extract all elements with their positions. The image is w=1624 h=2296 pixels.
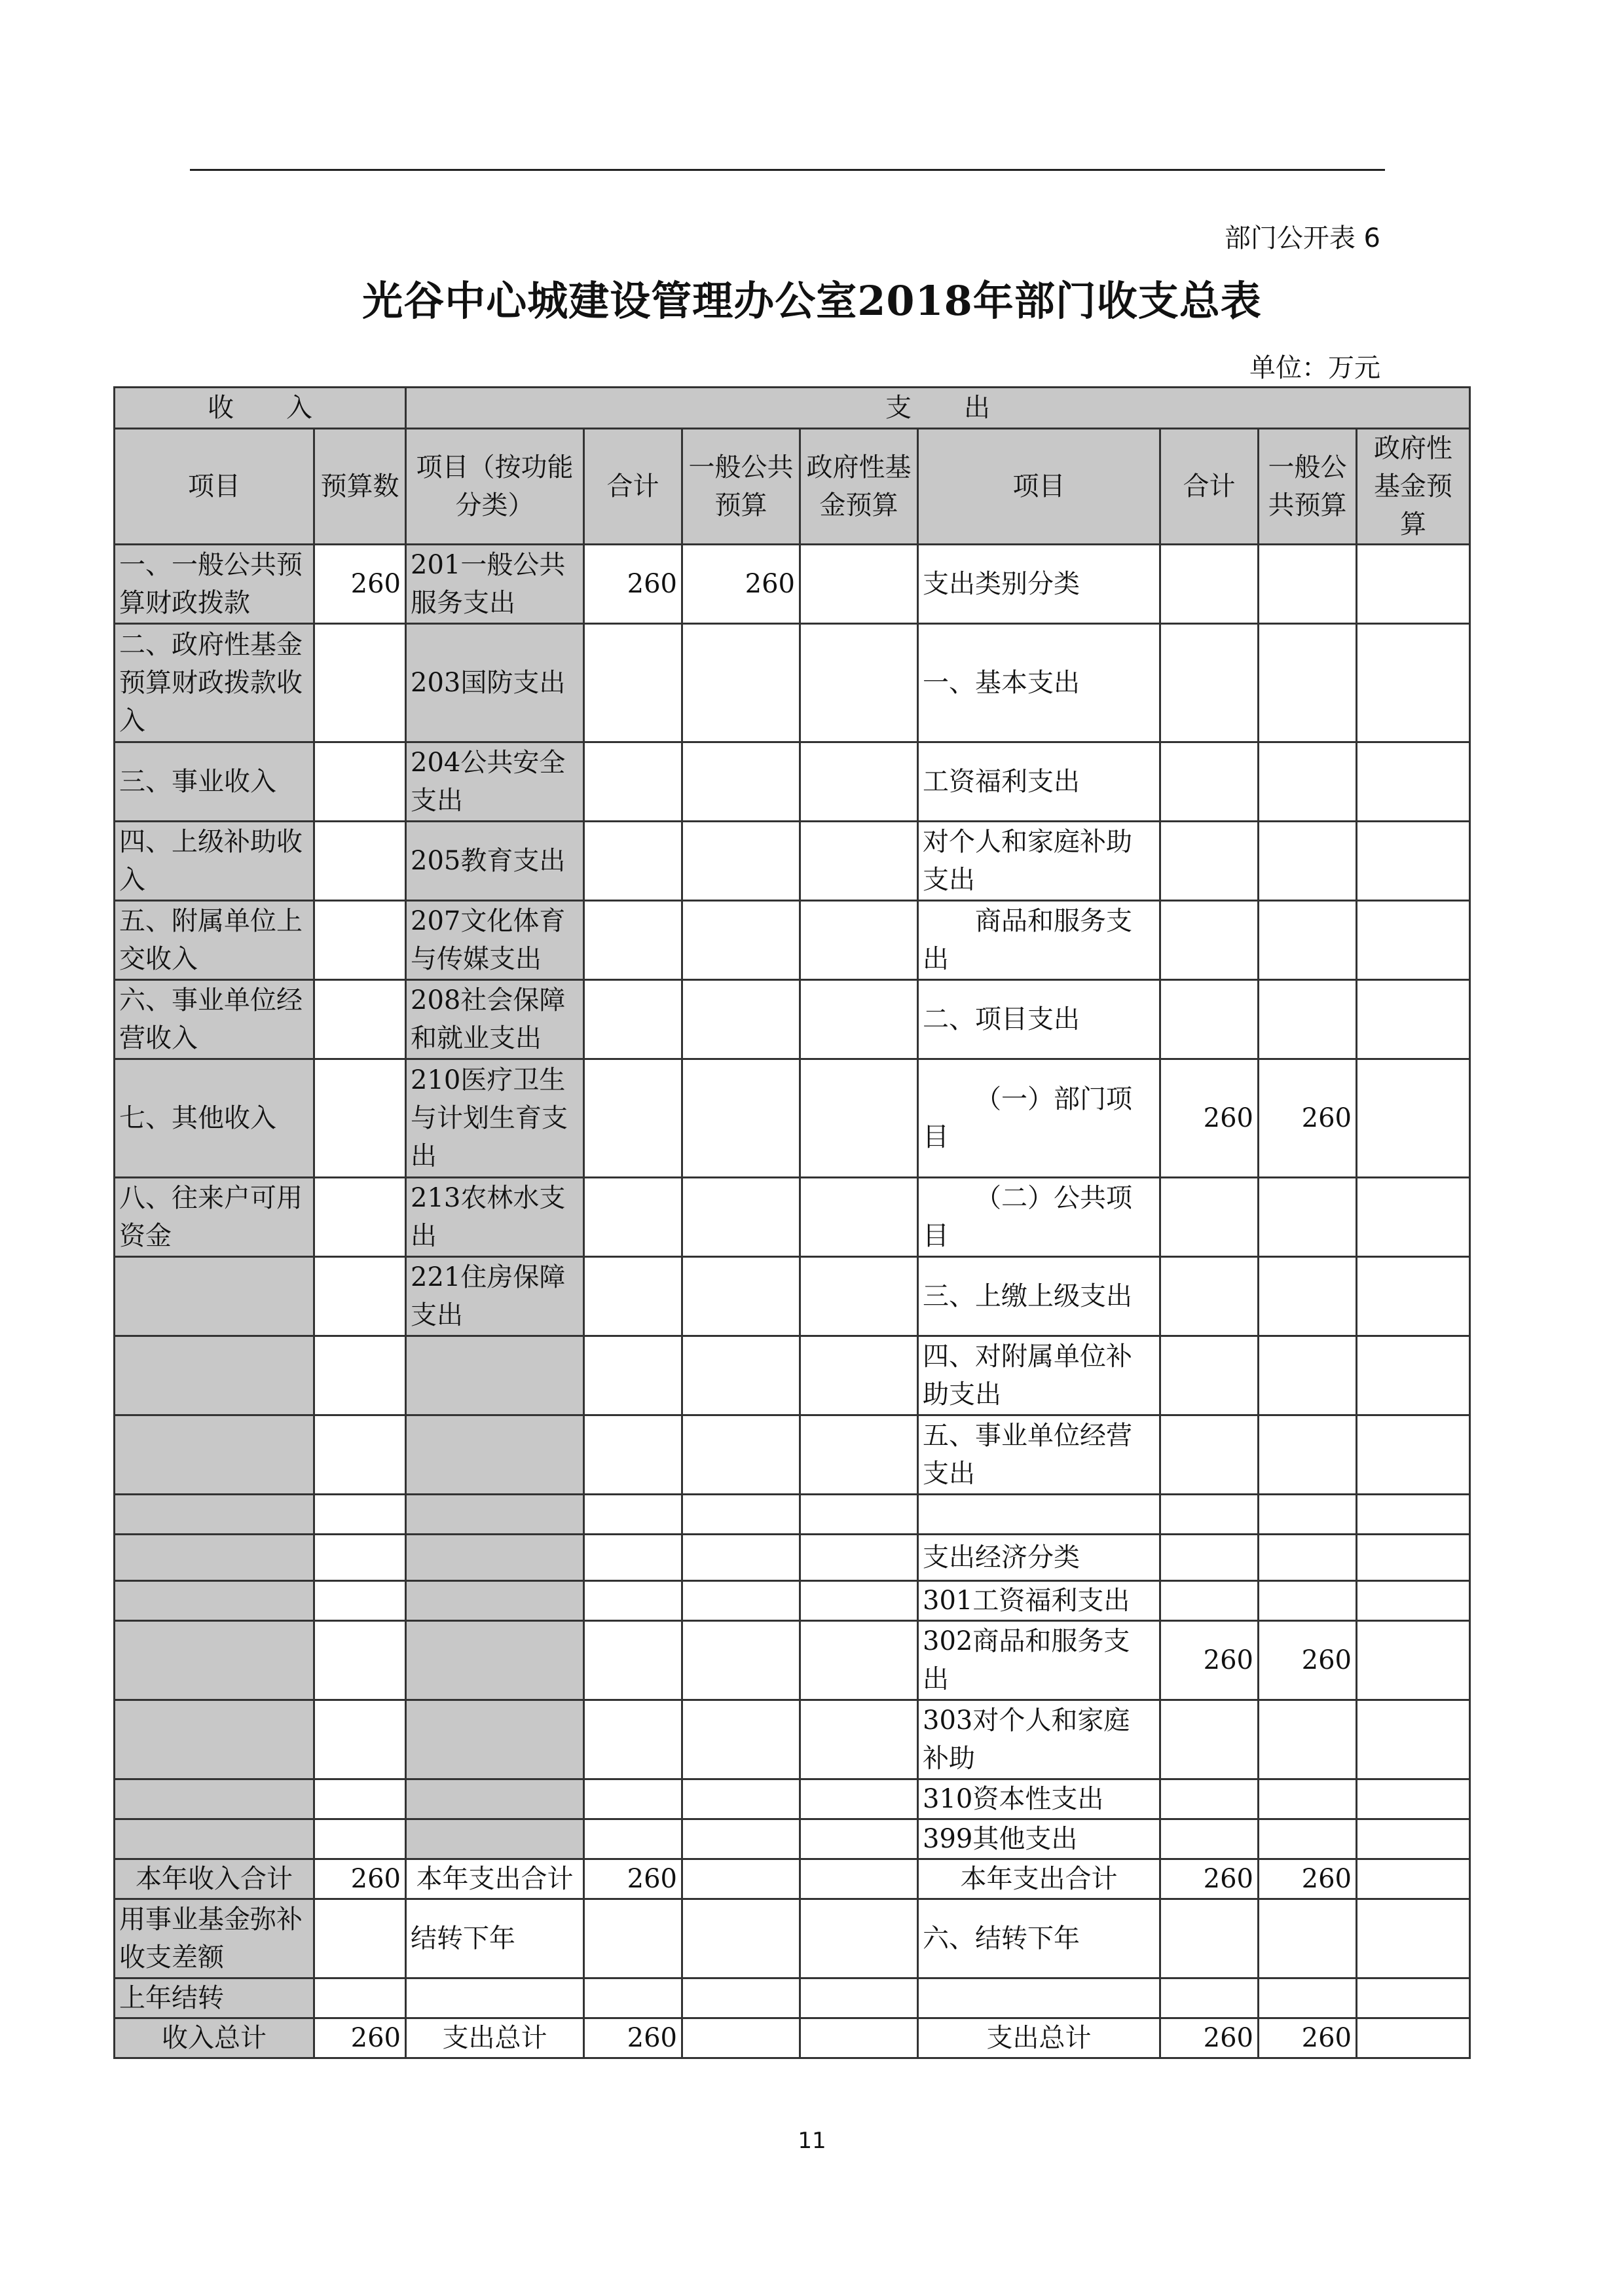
budget-table xyxy=(113,386,1471,2059)
table-cell xyxy=(1259,545,1357,624)
table-cell: 支出总计 xyxy=(406,2018,584,2058)
table-cell: 201一般公共服务支出 xyxy=(406,545,584,624)
table-row xyxy=(115,1819,1470,1859)
table-cell: 260 xyxy=(682,545,800,624)
table-cell: 260 xyxy=(1160,1621,1259,1700)
table-cell xyxy=(1357,624,1470,742)
table-cell: 本年收入合计 xyxy=(115,1859,314,1899)
table-cell xyxy=(1259,1178,1357,1257)
table-cell xyxy=(584,1336,682,1415)
table-cell: 对个人和家庭补助支出 xyxy=(918,822,1160,901)
table-cell xyxy=(1160,1779,1259,1819)
table-cell xyxy=(1160,742,1259,822)
table-cell: 207文化体育与传媒支出 xyxy=(406,901,584,980)
table-cell: 结转下年 xyxy=(406,1899,584,1978)
col-header: 一般公共预算 xyxy=(1259,429,1357,545)
table-cell xyxy=(682,1819,800,1859)
table-cell xyxy=(800,1819,918,1859)
table-cell xyxy=(115,1819,314,1859)
table-cell xyxy=(314,1621,406,1700)
table-cell xyxy=(314,1700,406,1779)
table-cell xyxy=(1160,545,1259,624)
table-cell: 二、项目支出 xyxy=(918,980,1160,1059)
table-cell xyxy=(1160,1581,1259,1621)
table-row xyxy=(115,1535,1470,1581)
table-cell xyxy=(1357,1899,1470,1978)
table-cell: 三、上缴上级支出 xyxy=(918,1257,1160,1336)
table-cell: 204公共安全支出 xyxy=(406,742,584,822)
table-cell xyxy=(1357,545,1470,624)
table-cell xyxy=(314,1978,406,2018)
table-row xyxy=(115,1899,1470,1978)
table-cell xyxy=(800,1415,918,1495)
table-cell xyxy=(1259,1779,1357,1819)
table-cell: 260 xyxy=(1259,2018,1357,2058)
table-cell xyxy=(1259,822,1357,901)
table-cell xyxy=(314,822,406,901)
table-cell xyxy=(406,1700,584,1779)
table-cell: 三、事业收入 xyxy=(115,742,314,822)
table-cell xyxy=(800,1700,918,1779)
table-cell xyxy=(1259,1899,1357,1978)
table-cell xyxy=(115,1621,314,1700)
table-cell xyxy=(1160,1978,1259,2018)
table-cell: 支出类别分类 xyxy=(918,545,1160,624)
table-cell: 260 xyxy=(1259,1621,1357,1700)
table-cell xyxy=(682,1779,800,1819)
table-cell xyxy=(584,1581,682,1621)
table-cell: 260 xyxy=(584,545,682,624)
table-row xyxy=(115,1059,1470,1178)
table-cell xyxy=(406,1581,584,1621)
table-cell xyxy=(682,1495,800,1535)
table-cell: 260 xyxy=(1259,1059,1357,1178)
table-cell xyxy=(1160,1495,1259,1535)
table-cell xyxy=(584,1257,682,1336)
table-label: 部门公开表 6 xyxy=(1224,223,1380,253)
table-cell: 工资福利支出 xyxy=(918,742,1160,822)
table-cell xyxy=(406,1336,584,1415)
table-cell xyxy=(682,1700,800,1779)
table-row xyxy=(115,1178,1470,1257)
table-cell xyxy=(1259,1415,1357,1495)
table-row xyxy=(115,1581,1470,1621)
table-cell: 四、对附属单位补助支出 xyxy=(918,1336,1160,1415)
table-cell xyxy=(1259,980,1357,1059)
table-body xyxy=(115,545,1470,2058)
table-cell: （二）公共项目 xyxy=(918,1178,1160,1257)
table-cell xyxy=(1160,822,1259,901)
table-cell xyxy=(1160,1819,1259,1859)
table-cell xyxy=(115,1581,314,1621)
table-cell xyxy=(1160,1899,1259,1978)
table-cell xyxy=(314,1178,406,1257)
table-cell: 260 xyxy=(314,545,406,624)
table-cell xyxy=(800,1779,918,1819)
table-cell xyxy=(682,822,800,901)
table-cell xyxy=(314,1415,406,1495)
table-cell xyxy=(1357,901,1470,980)
table-cell xyxy=(1357,1978,1470,2018)
col-header: 一般公共预算 xyxy=(682,429,800,545)
table-cell xyxy=(682,1257,800,1336)
table-cell xyxy=(800,901,918,980)
table-cell: 本年支出合计 xyxy=(406,1859,584,1899)
group-expense-header: 支 出 xyxy=(406,388,1470,429)
table-cell xyxy=(682,1178,800,1257)
table-cell xyxy=(584,1779,682,1819)
table-cell: 260 xyxy=(314,2018,406,2058)
table-cell xyxy=(406,1978,584,2018)
table-cell xyxy=(1357,1059,1470,1178)
table-cell xyxy=(1357,822,1470,901)
table-cell xyxy=(1160,1535,1259,1581)
table-cell xyxy=(682,624,800,742)
table-cell: 302商品和服务支出 xyxy=(918,1621,1160,1700)
table-cell xyxy=(314,1899,406,1978)
table-cell: 260 xyxy=(1160,1859,1259,1899)
table-cell xyxy=(1160,901,1259,980)
table-cell xyxy=(800,980,918,1059)
table-cell xyxy=(1259,1700,1357,1779)
table-cell: 本年支出合计 xyxy=(918,1859,1160,1899)
table-cell xyxy=(584,1819,682,1859)
table-row xyxy=(115,1700,1470,1779)
table-row xyxy=(115,2018,1470,2058)
table-cell xyxy=(1357,980,1470,1059)
table-cell xyxy=(584,1415,682,1495)
table-cell xyxy=(800,1535,918,1581)
table-cell xyxy=(1357,1700,1470,1779)
table-row xyxy=(115,1336,1470,1415)
table-cell xyxy=(1160,1336,1259,1415)
table-cell: 七、其他收入 xyxy=(115,1059,314,1178)
table-cell: 260 xyxy=(584,1859,682,1899)
table-cell xyxy=(682,1535,800,1581)
table-cell xyxy=(584,1621,682,1700)
table-cell xyxy=(1259,1535,1357,1581)
table-cell xyxy=(800,1859,918,1899)
page-number: 11 xyxy=(798,2128,826,2154)
table-cell: 八、往来户可用资金 xyxy=(115,1178,314,1257)
table-cell xyxy=(584,624,682,742)
col-header: 项目（按功能分类） xyxy=(406,429,584,545)
table-cell: 260 xyxy=(584,2018,682,2058)
table-cell xyxy=(584,822,682,901)
table-cell xyxy=(1357,1859,1470,1899)
table-cell xyxy=(1259,1257,1357,1336)
table-cell: 支出经济分类 xyxy=(918,1535,1160,1581)
table-cell xyxy=(682,1621,800,1700)
col-header: 项目 xyxy=(918,429,1160,545)
table-cell xyxy=(1259,901,1357,980)
table-cell xyxy=(115,1415,314,1495)
table-cell xyxy=(1357,1621,1470,1700)
table-cell: 六、结转下年 xyxy=(918,1899,1160,1978)
table-cell xyxy=(1357,1178,1470,1257)
table-cell xyxy=(584,742,682,822)
table-cell xyxy=(584,1700,682,1779)
table-cell xyxy=(1259,1495,1357,1535)
table-row xyxy=(115,822,1470,901)
col-header: 合计 xyxy=(1160,429,1259,545)
table-cell xyxy=(1259,1581,1357,1621)
table-cell: 一、基本支出 xyxy=(918,624,1160,742)
table-cell: 203国防支出 xyxy=(406,624,584,742)
table-cell xyxy=(1160,1700,1259,1779)
table-cell xyxy=(1357,2018,1470,2058)
table-cell xyxy=(800,1178,918,1257)
table-cell xyxy=(800,2018,918,2058)
table-cell xyxy=(682,901,800,980)
table-cell xyxy=(800,1978,918,2018)
table-cell xyxy=(1357,742,1470,822)
page-title: 光谷中心城建设管理办公室2018年部门收支总表 xyxy=(362,277,1262,325)
table-cell xyxy=(115,1495,314,1535)
table-row xyxy=(115,545,1470,624)
table-cell: 五、附属单位上交收入 xyxy=(115,901,314,980)
table-cell xyxy=(1357,1535,1470,1581)
table-cell xyxy=(115,1336,314,1415)
table-cell: 支出总计 xyxy=(918,2018,1160,2058)
table-row xyxy=(115,1621,1470,1700)
table-cell xyxy=(800,742,918,822)
table-cell: 一、一般公共预算财政拨款 xyxy=(115,545,314,624)
table-cell xyxy=(406,1779,584,1819)
table-cell: 260 xyxy=(314,1859,406,1899)
table-cell: 210医疗卫生与计划生育支出 xyxy=(406,1059,584,1178)
table-cell xyxy=(682,1899,800,1978)
table-cell xyxy=(314,1336,406,1415)
table-cell xyxy=(406,1535,584,1581)
table-cell: 221住房保障支出 xyxy=(406,1257,584,1336)
table-row xyxy=(115,624,1470,742)
table-cell xyxy=(1259,624,1357,742)
table-cell xyxy=(682,1336,800,1415)
table-cell: 商品和服务支出 xyxy=(918,901,1160,980)
table-cell: 260 xyxy=(1160,1059,1259,1178)
table-cell xyxy=(800,822,918,901)
table-cell xyxy=(314,1059,406,1178)
table-cell xyxy=(406,1495,584,1535)
table-cell xyxy=(1357,1257,1470,1336)
table-cell xyxy=(314,624,406,742)
table-cell xyxy=(682,1859,800,1899)
table-cell xyxy=(682,1581,800,1621)
table-cell xyxy=(1259,742,1357,822)
table-cell xyxy=(314,1257,406,1336)
table-cell xyxy=(115,1535,314,1581)
table-cell xyxy=(1259,1978,1357,2018)
table-cell xyxy=(800,624,918,742)
table-cell xyxy=(800,1336,918,1415)
table-cell: 五、事业单位经营支出 xyxy=(918,1415,1160,1495)
table-cell xyxy=(682,742,800,822)
table-cell xyxy=(584,1495,682,1535)
table-cell: 208社会保障和就业支出 xyxy=(406,980,584,1059)
table-cell xyxy=(800,1257,918,1336)
table-cell: 301工资福利支出 xyxy=(918,1581,1160,1621)
table-cell xyxy=(800,1581,918,1621)
table-cell xyxy=(1357,1779,1470,1819)
col-header: 预算数 xyxy=(314,429,406,545)
table-cell: 310资本性支出 xyxy=(918,1779,1160,1819)
group-income-header: 收 入 xyxy=(115,388,406,429)
table-cell xyxy=(682,980,800,1059)
table-cell: 用事业基金弥补收支差额 xyxy=(115,1899,314,1978)
table-cell xyxy=(314,980,406,1059)
table-cell xyxy=(314,1581,406,1621)
table-cell xyxy=(800,1899,918,1978)
table-cell: 六、事业单位经营收入 xyxy=(115,980,314,1059)
table-cell xyxy=(584,980,682,1059)
table-cell xyxy=(115,1257,314,1336)
table-cell: 二、政府性基金预算财政拨款收入 xyxy=(115,624,314,742)
table-cell xyxy=(314,1495,406,1535)
table-cell: 260 xyxy=(1259,1859,1357,1899)
table-cell xyxy=(800,1059,918,1178)
table-cell xyxy=(1259,1819,1357,1859)
table-cell xyxy=(800,1495,918,1535)
table-row xyxy=(115,1415,1470,1495)
table-cell: 205教育支出 xyxy=(406,822,584,901)
table-row xyxy=(115,1779,1470,1819)
table-cell xyxy=(1357,1336,1470,1415)
table-cell xyxy=(682,2018,800,2058)
table-row xyxy=(115,980,1470,1059)
table-cell: 213农林水支出 xyxy=(406,1178,584,1257)
table-cell xyxy=(314,1779,406,1819)
table-cell xyxy=(682,1978,800,2018)
table-cell xyxy=(1160,1257,1259,1336)
table-cell xyxy=(1160,980,1259,1059)
col-header: 合计 xyxy=(584,429,682,545)
header-rule xyxy=(190,169,1385,171)
table-cell xyxy=(918,1495,1160,1535)
table-cell xyxy=(584,1978,682,2018)
table-cell xyxy=(918,1978,1160,2018)
table-cell xyxy=(1259,1336,1357,1415)
table-row xyxy=(115,742,1470,822)
table-cell xyxy=(800,1621,918,1700)
table-cell xyxy=(1160,1178,1259,1257)
table-cell xyxy=(406,1621,584,1700)
table-row xyxy=(115,1495,1470,1535)
table-cell xyxy=(584,1535,682,1581)
table-cell xyxy=(406,1819,584,1859)
table-row xyxy=(115,1257,1470,1336)
table-cell xyxy=(1357,1495,1470,1535)
table-cell xyxy=(1160,624,1259,742)
col-header: 政府性基金预算 xyxy=(1357,429,1470,545)
table-cell xyxy=(1357,1581,1470,1621)
table-row xyxy=(115,1978,1470,2018)
table-cell xyxy=(314,901,406,980)
table-cell xyxy=(584,901,682,980)
table-cell: 收入总计 xyxy=(115,2018,314,2058)
table-cell: 399其他支出 xyxy=(918,1819,1160,1859)
table-cell xyxy=(1160,1415,1259,1495)
table-row xyxy=(115,901,1470,980)
table-cell xyxy=(1357,1819,1470,1859)
table-cell xyxy=(682,1059,800,1178)
table-cell xyxy=(314,742,406,822)
table-cell xyxy=(1357,1415,1470,1495)
table-cell: 四、上级补助收入 xyxy=(115,822,314,901)
table-cell xyxy=(314,1819,406,1859)
table-cell: （一）部门项目 xyxy=(918,1059,1160,1178)
table-cell: 260 xyxy=(1160,2018,1259,2058)
table-cell: 上年结转 xyxy=(115,1978,314,2018)
table-cell xyxy=(584,1178,682,1257)
table-cell xyxy=(800,545,918,624)
table-cell xyxy=(584,1059,682,1178)
table-cell xyxy=(115,1700,314,1779)
table-cell xyxy=(584,1899,682,1978)
table-cell: 303对个人和家庭补助 xyxy=(918,1700,1160,1779)
unit-label: 单位：万元 xyxy=(1249,353,1380,383)
table-cell xyxy=(682,1415,800,1495)
table-cell xyxy=(314,1535,406,1581)
table-cell xyxy=(115,1779,314,1819)
col-header: 项目 xyxy=(115,429,314,545)
col-header: 政府性基金预算 xyxy=(800,429,918,545)
table-row xyxy=(115,1859,1470,1899)
table-cell xyxy=(406,1415,584,1495)
